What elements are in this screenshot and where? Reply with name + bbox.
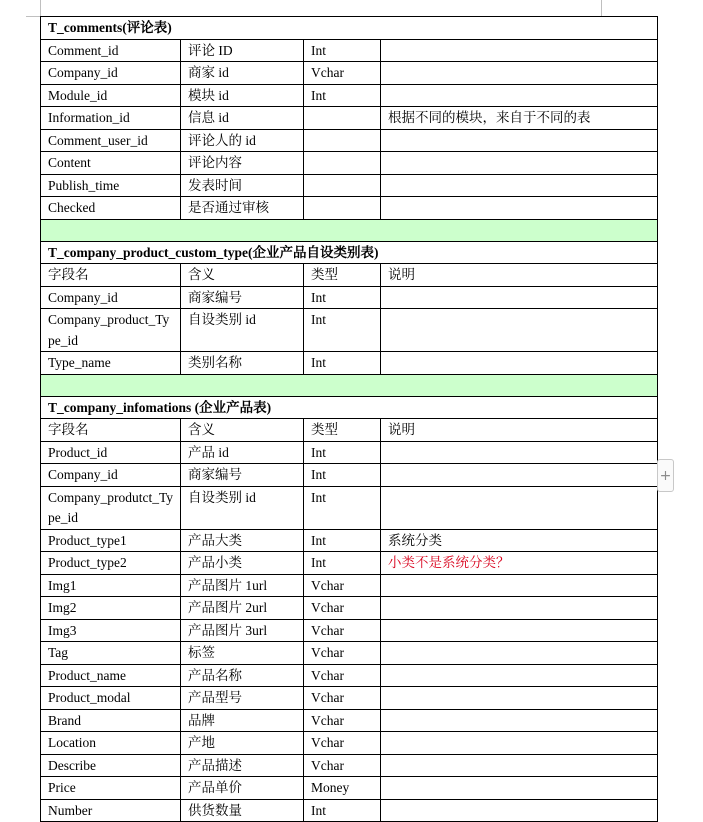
table-row	[41, 619, 658, 642]
type-cell: Int	[304, 286, 381, 309]
field-name-cell: Publish_time	[41, 174, 181, 197]
meaning-cell: 产品名称	[181, 664, 304, 687]
type-cell: Vchar	[304, 619, 381, 642]
note-cell	[381, 664, 658, 687]
type-cell: Vchar	[304, 574, 381, 597]
table-row	[41, 464, 658, 487]
type-cell: Int	[304, 39, 381, 62]
page-margin-guide-left	[26, 0, 41, 17]
table-title: T_company_product_custom_type(企业产品自设类别表)	[41, 241, 658, 264]
type-cell: Int	[304, 799, 381, 822]
meaning-cell: 评论人的 id	[181, 129, 304, 152]
note-cell	[381, 709, 658, 732]
header-meaning: 含义	[181, 264, 304, 287]
field-name-cell: Type_name	[41, 352, 181, 375]
table-row	[41, 709, 658, 732]
header-field-name: 字段名	[41, 419, 181, 442]
note-cell	[381, 799, 658, 822]
note-cell	[381, 39, 658, 62]
table-row	[41, 197, 658, 220]
type-cell	[304, 107, 381, 130]
type-cell: Vchar	[304, 597, 381, 620]
table-row	[41, 597, 658, 620]
note-cell	[381, 687, 658, 710]
table-row	[41, 107, 658, 130]
type-cell: Vchar	[304, 664, 381, 687]
field-name-cell: Product_type2	[41, 552, 181, 575]
field-name-cell: Company_id	[41, 464, 181, 487]
note-cell	[381, 129, 658, 152]
table-row	[41, 642, 658, 665]
meaning-cell: 发表时间	[181, 174, 304, 197]
field-name-cell: Comment_user_id	[41, 129, 181, 152]
table-row	[41, 62, 658, 85]
table-row	[41, 441, 658, 464]
type-cell: Int	[304, 552, 381, 575]
header-note: 说明	[381, 419, 658, 442]
note-cell	[381, 84, 658, 107]
field-name-cell: Company_id	[41, 62, 181, 85]
note-cell	[381, 619, 658, 642]
meaning-cell: 是否通过审核	[181, 197, 304, 220]
type-cell: Vchar	[304, 62, 381, 85]
type-cell: Int	[304, 84, 381, 107]
note-cell	[381, 441, 658, 464]
header-note: 说明	[381, 264, 658, 287]
field-name-cell: Brand	[41, 709, 181, 732]
table-row	[41, 486, 658, 529]
type-cell: Money	[304, 777, 381, 800]
field-name-cell: Company_product_Type_id	[41, 309, 181, 352]
table-row	[41, 777, 658, 800]
table-title: T_comments(评论表)	[41, 17, 658, 40]
meaning-cell: 品牌	[181, 709, 304, 732]
meaning-cell: 产品小类	[181, 552, 304, 575]
table-title: T_company_infomations (企业产品表)	[41, 396, 658, 419]
field-name-cell: Tag	[41, 642, 181, 665]
note-cell	[381, 152, 658, 175]
field-name-cell: Img1	[41, 574, 181, 597]
table-row	[41, 687, 658, 710]
field-name-cell: Comment_id	[41, 39, 181, 62]
note-cell	[381, 62, 658, 85]
meaning-cell: 商家编号	[181, 464, 304, 487]
meaning-cell: 商家编号	[181, 286, 304, 309]
table-row	[41, 129, 658, 152]
table-row	[41, 152, 658, 175]
header-type: 类型	[304, 264, 381, 287]
type-cell: Int	[304, 309, 381, 352]
table-row	[41, 529, 658, 552]
header-meaning: 含义	[181, 419, 304, 442]
meaning-cell: 产品 id	[181, 441, 304, 464]
field-name-cell: Information_id	[41, 107, 181, 130]
separator-row	[41, 219, 658, 241]
type-cell: Vchar	[304, 754, 381, 777]
type-cell	[304, 129, 381, 152]
table-row	[41, 664, 658, 687]
field-name-cell: Product_modal	[41, 687, 181, 710]
table-title-row	[41, 396, 658, 419]
field-name-cell: Price	[41, 777, 181, 800]
header-type: 类型	[304, 419, 381, 442]
table-row	[41, 754, 658, 777]
field-name-cell: Company_id	[41, 286, 181, 309]
table-row	[41, 552, 658, 575]
meaning-cell: 产品型号	[181, 687, 304, 710]
field-name-cell: Checked	[41, 197, 181, 220]
header-field-name: 字段名	[41, 264, 181, 287]
meaning-cell: 产品图片 2url	[181, 597, 304, 620]
table-row	[41, 84, 658, 107]
type-cell: Int	[304, 352, 381, 375]
type-cell: Vchar	[304, 642, 381, 665]
meaning-cell: 模块 id	[181, 84, 304, 107]
note-cell	[381, 574, 658, 597]
meaning-cell: 评论 ID	[181, 39, 304, 62]
table-row	[41, 352, 658, 375]
separator-cell	[41, 374, 658, 396]
table-row	[41, 174, 658, 197]
meaning-cell: 产品图片 3url	[181, 619, 304, 642]
note-cell: 系统分类	[381, 529, 658, 552]
type-cell	[304, 152, 381, 175]
meaning-cell: 信息 id	[181, 107, 304, 130]
meaning-cell: 商家 id	[181, 62, 304, 85]
note-cell: 根据不同的模块，来自于不同的表	[381, 107, 658, 130]
table-title-row	[41, 241, 658, 264]
field-name-cell: Number	[41, 799, 181, 822]
field-name-cell: Module_id	[41, 84, 181, 107]
type-cell: Vchar	[304, 687, 381, 710]
field-name-cell: Product_id	[41, 441, 181, 464]
field-name-cell: Product_type1	[41, 529, 181, 552]
note-cell	[381, 754, 658, 777]
table-row	[41, 732, 658, 755]
field-name-cell: Img3	[41, 619, 181, 642]
meaning-cell: 供货数量	[181, 799, 304, 822]
note-cell	[381, 464, 658, 487]
note-cell	[381, 597, 658, 620]
table-header-row	[41, 419, 658, 442]
note-cell	[381, 174, 658, 197]
table-row	[41, 39, 658, 62]
note-cell	[381, 732, 658, 755]
type-cell: Vchar	[304, 709, 381, 732]
table-row	[41, 286, 658, 309]
field-name-cell: Company_produtct_Type_id	[41, 486, 181, 529]
add-row-button[interactable]: +	[657, 459, 674, 492]
type-cell	[304, 197, 381, 220]
table-row	[41, 309, 658, 352]
page-margin-guide-right	[601, 0, 602, 16]
note-cell	[381, 286, 658, 309]
type-cell: Int	[304, 486, 381, 529]
separator-row	[41, 374, 658, 396]
meaning-cell: 自设类别 id	[181, 486, 304, 529]
meaning-cell: 产品大类	[181, 529, 304, 552]
field-name-cell: Content	[41, 152, 181, 175]
field-name-cell: Product_name	[41, 664, 181, 687]
meaning-cell: 产品描述	[181, 754, 304, 777]
note-cell	[381, 642, 658, 665]
note-cell	[381, 197, 658, 220]
table-header-row	[41, 264, 658, 287]
meaning-cell: 评论内容	[181, 152, 304, 175]
note-cell	[381, 309, 658, 352]
field-name-cell: Img2	[41, 597, 181, 620]
meaning-cell: 产地	[181, 732, 304, 755]
field-name-cell: Location	[41, 732, 181, 755]
table-title-row	[41, 17, 658, 40]
meaning-cell: 标签	[181, 642, 304, 665]
schema-table	[40, 16, 658, 822]
separator-cell	[41, 219, 658, 241]
meaning-cell: 产品单价	[181, 777, 304, 800]
type-cell	[304, 174, 381, 197]
field-name-cell: Describe	[41, 754, 181, 777]
meaning-cell: 产品图片 1url	[181, 574, 304, 597]
type-cell: Int	[304, 464, 381, 487]
note-cell	[381, 352, 658, 375]
table-row	[41, 799, 658, 822]
table-row	[41, 574, 658, 597]
note-cell-highlight: 小类不是系统分类？	[381, 552, 658, 575]
note-cell	[381, 777, 658, 800]
type-cell: Int	[304, 529, 381, 552]
type-cell: Int	[304, 441, 381, 464]
meaning-cell: 类别名称	[181, 352, 304, 375]
note-cell	[381, 486, 658, 529]
meaning-cell: 自设类别 id	[181, 309, 304, 352]
type-cell: Vchar	[304, 732, 381, 755]
